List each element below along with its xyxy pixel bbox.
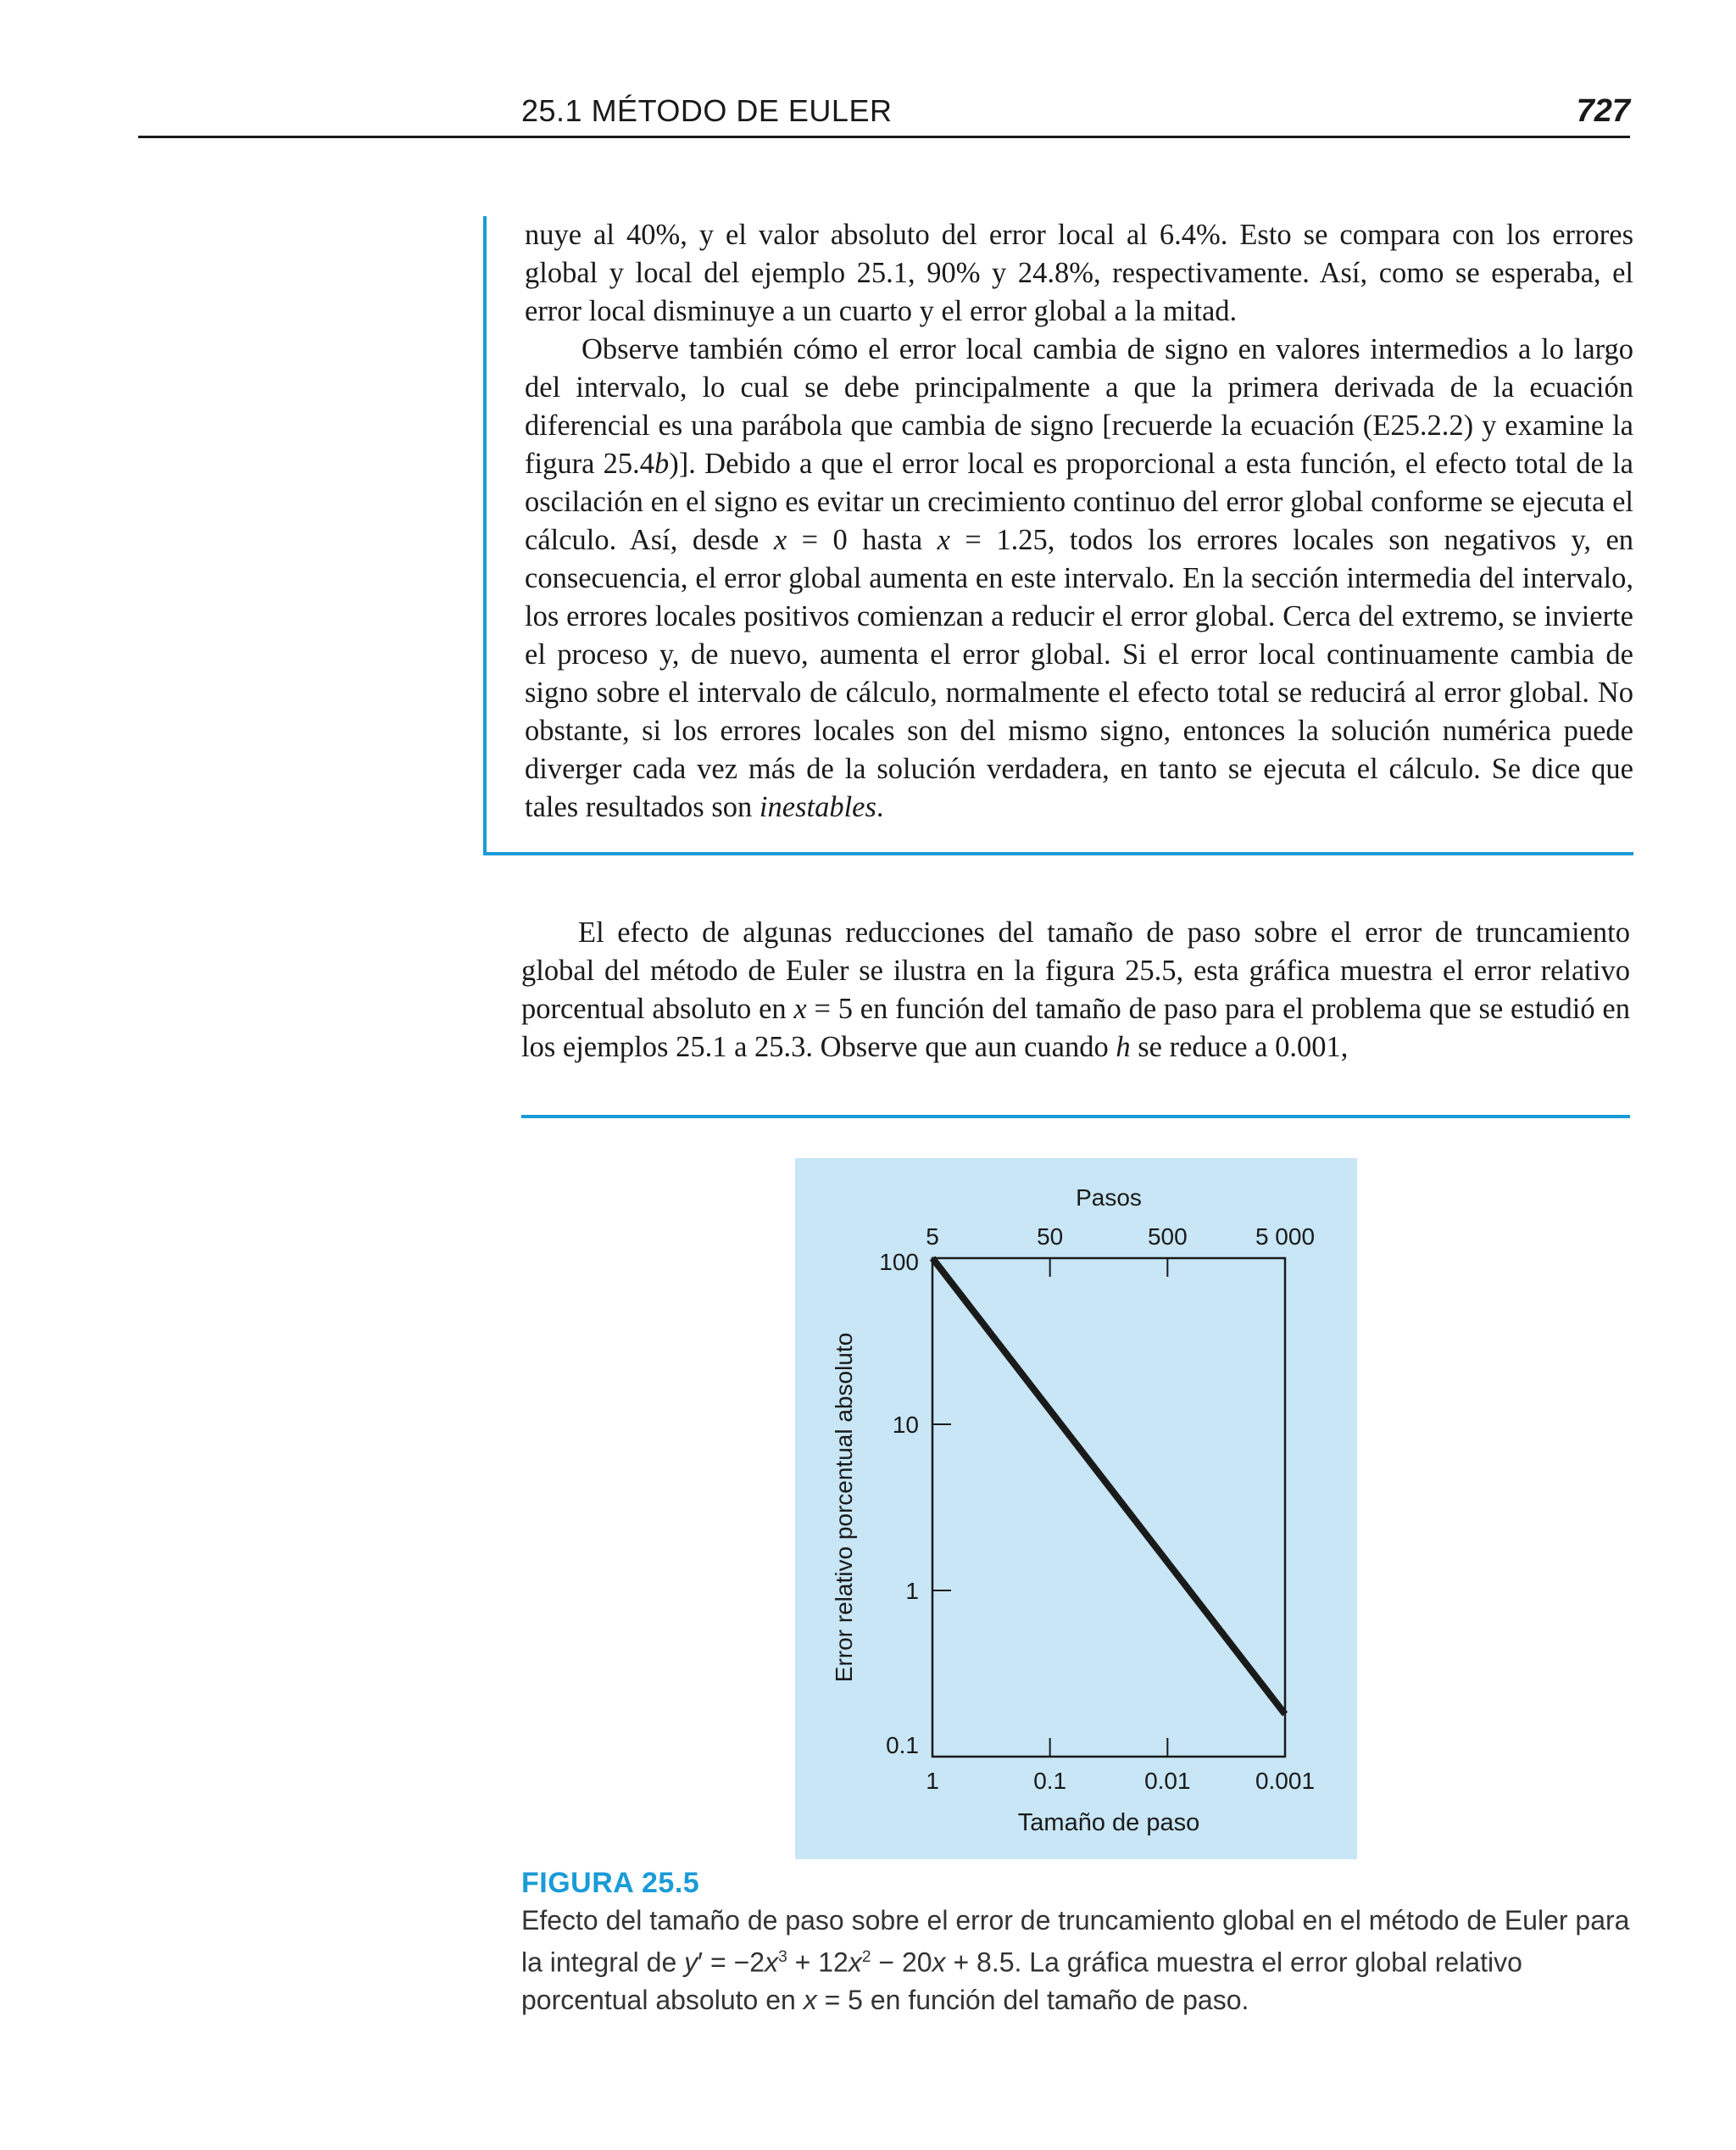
x-tick-label: 1 xyxy=(926,1768,939,1794)
y-tick-label: 10 xyxy=(892,1412,919,1438)
figure-rule xyxy=(521,1115,1630,1118)
x-top-tick-label: 5 000 xyxy=(1255,1223,1316,1250)
chart-panel xyxy=(795,1158,1357,1859)
example-paragraph-2: Observe también cómo el error local cambia de signo en valores intermedios a lo largo del intervalo, lo cual se debe principalmente a que la primera derivada de la ecuación diferencial es una parábola que cambia de signo [recuerde la ecuación (E25.2.2) y examine la figura 25.4b)]. Debido a que el error local es proporcional a esta función, el efecto total de la oscilación en el signo es evitar un crecimiento continuo del error global conforme se ejecuta el cálculo. Así, desde x = 0 hasta x = 1.25, todos los errores locales son negativos y, en consecuencia, el error global aumenta en este intervalo. En la sección intermedia del intervalo, los errores locales positivos comienzan a reducir el error global. Cerca del extremo, se invierte el proceso y, de nuevo, aumenta el error global. Si el error local continuamente cambia de signo sobre el intervalo de cálculo, normalmente el efecto total se reducirá al error global. No obstante, si los errores locales son del mismo signo, entonces la solución numérica puede diverger cada vez más de la solución verdadera, en tanto se ejecuta el cálculo. Se dice que tales resultados son inestables. xyxy=(525,333,1634,823)
main-paragraph: El efecto de algunas reducciones del tamaño de paso sobre el error de truncamiento global del método de Euler se ilustra en la figura 25.5, esta gráfica muestra el error relativo porcentual absoluto en x = 5 en función del tamaño de paso para el problema que se estudió en los ejemplos 25.1 a 25.3. Observe que aun cuando h se reduce a 0.001, xyxy=(521,916,1630,1063)
error-chart xyxy=(795,1158,1357,1859)
x-top-tick-label: 5 xyxy=(926,1223,939,1250)
y-tick-label: 0.1 xyxy=(886,1732,919,1758)
example-text xyxy=(525,216,1633,827)
page-number: 727 xyxy=(1576,93,1630,129)
x-axis-title: Tamaño de paso xyxy=(1017,1809,1200,1836)
figure-caption xyxy=(521,1867,1630,2019)
plot-frame xyxy=(932,1258,1285,1757)
ticks-layer xyxy=(879,1223,1315,1794)
series-line xyxy=(932,1258,1285,1714)
y-tick-label: 100 xyxy=(879,1249,919,1275)
series-layer xyxy=(932,1258,1285,1714)
example-box xyxy=(483,216,1633,855)
x-top-axis-title: Pasos xyxy=(1076,1184,1142,1211)
x-tick-label: 0.1 xyxy=(1033,1768,1067,1794)
y-tick-label: 1 xyxy=(905,1578,919,1604)
figure-caption-text: Efecto del tamaño de paso sobre el error de truncamiento global en el método de Euler para la integral de $y' = -2x^3 + 12x^2 - 20x + 8.5$. La gráfica muestra el error global relativo porcentual absoluto en x = 5 en función del tamaño de paso. xyxy=(521,1905,1630,2015)
x-tick-label: 0.01 xyxy=(1144,1768,1191,1794)
page-header xyxy=(138,93,1630,138)
x-top-tick-label: 50 xyxy=(1037,1223,1064,1250)
figure-label: FIGURA 25.5 xyxy=(521,1867,700,1899)
x-tick-label: 0.001 xyxy=(1255,1768,1316,1794)
y-axis-title: Error relativo porcentual absoluto xyxy=(831,1332,857,1683)
section-title: 25.1 MÉTODO DE EULER xyxy=(521,93,893,128)
x-top-tick-label: 500 xyxy=(1147,1223,1188,1250)
example-paragraph-1: nuye al 40%, y el valor absoluto del error local al 6.4%. Esto se compara con los errores global y local del ejemplo 25.1, 90% y 24.8%, respectivamente. Así, como se esperaba, el error local disminuye a un cuarto y el error global a la mitad. xyxy=(525,219,1633,327)
